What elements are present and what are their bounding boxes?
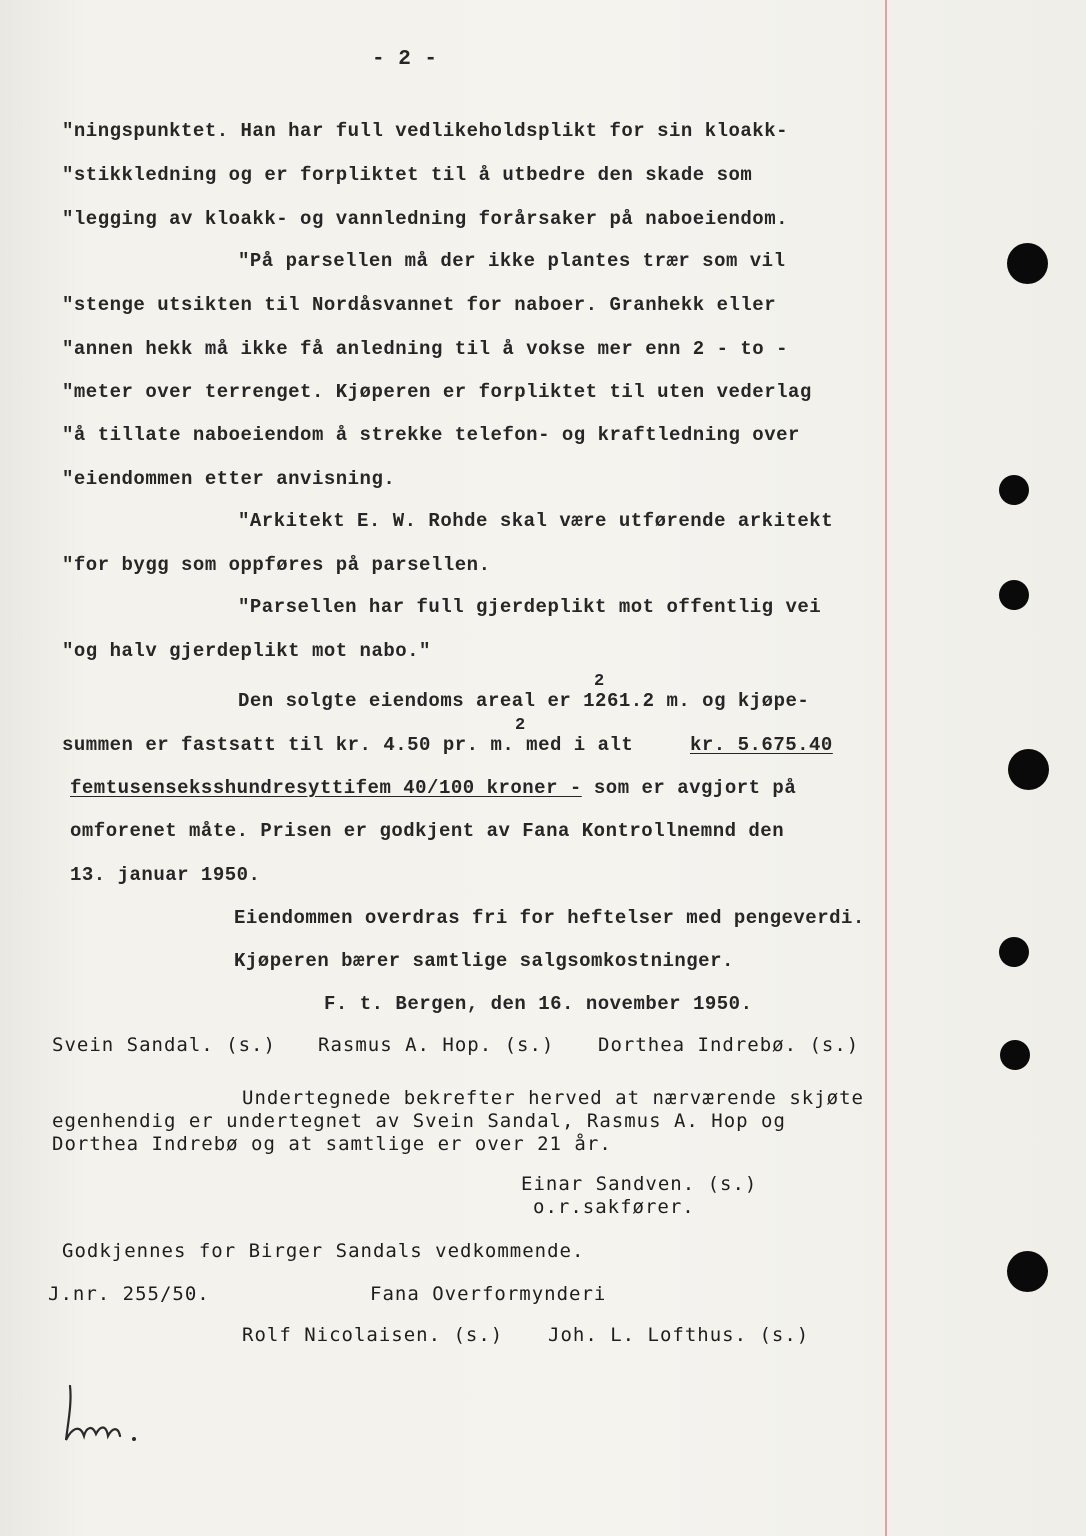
text-line: "for bygg som oppføres på parsellen. <box>62 554 491 576</box>
text-line: Kjøperen bærer samtlige salgsomkostninger. <box>234 950 734 972</box>
text-line: "Arkitekt E. W. Rohde skal være utførende arkitekt <box>238 510 834 532</box>
punch-hole <box>999 475 1029 505</box>
text-line: "legging av kloakk- og vannledning forårsaker på naboeiendom. <box>62 208 789 230</box>
text-line: Den solgte eiendoms areal er 1261.2 m. og kjøpe- <box>238 690 810 712</box>
signature-seller-3: Dorthea Indrebø. (s.) <box>598 1034 860 1056</box>
signature-official-1: Rolf Nicolaisen. (s.) <box>242 1324 504 1346</box>
text-line: "å tillate naboeiendom å strekke telefon- og kraftledning over <box>62 424 800 446</box>
place-date: F. t. Bergen, den 16. november 1950. <box>324 993 753 1015</box>
punch-hole <box>1000 1040 1030 1070</box>
page-number: - 2 - <box>372 48 438 71</box>
approval-line: Godkjennes for Birger Sandals vedkommende. <box>62 1240 585 1262</box>
text-line: "Parsellen har full gjerdeplikt mot offentlig vei <box>238 596 822 618</box>
price-in-words: femtusenseksshundresyttifem 40/100 kroner - <box>70 777 582 799</box>
signature-seller-1: Svein Sandal. (s.) <box>52 1034 276 1056</box>
punch-hole <box>1007 243 1048 284</box>
superscript: 2 <box>515 716 526 735</box>
punch-hole <box>1007 1251 1048 1292</box>
text-line: som er avgjort på <box>582 777 797 799</box>
text-line: "På parsellen må der ikke plantes trær som vil <box>238 250 786 272</box>
text-line: omforenet måte. Prisen er godkjent av Fana Kontrollnemnd den <box>70 820 785 842</box>
lawyer-title: o.r.sakfører. <box>533 1196 695 1218</box>
text-line: 13. januar 1950. <box>70 864 261 886</box>
superscript: 2 <box>594 672 605 691</box>
punch-hole <box>999 937 1029 967</box>
text-line: "meter over terrenget. Kjøperen er forpliktet til uten vederlag <box>62 381 812 403</box>
punch-hole <box>1008 749 1049 790</box>
text-line: "eiendommen etter anvisning. <box>62 468 396 490</box>
journal-number: J.nr. 255/50. <box>48 1283 210 1305</box>
text-line: "og halv gjerdeplikt mot nabo." <box>62 640 431 662</box>
signature-seller-2: Rasmus A. Hop. (s.) <box>318 1034 555 1056</box>
certification-line: Undertegnede bekrefter herved at nærværende skjøte <box>242 1087 864 1109</box>
margin-rule <box>885 0 887 1536</box>
lawyer-name: Einar Sandven. (s.) <box>521 1173 758 1195</box>
price-amount: kr. 5.675.40 <box>690 734 833 756</box>
text-line: "stenge utsikten til Nordåsvannet for naboer. Granhekk eller <box>62 294 777 316</box>
text-line: "annen hekk må ikke få anledning til å vokse mer enn 2 - to - <box>62 338 789 360</box>
text-line: Eiendommen overdras fri for heftelser med pengeverdi. <box>234 907 865 929</box>
text-line: summen er fastsatt til kr. 4.50 pr. m. med i alt <box>62 734 634 756</box>
certification-line: egenhendig er undertegnet av Svein Sandal, Rasmus A. Hop og <box>52 1110 786 1132</box>
text-line: "ningspunktet. Han har full vedlikeholdsplikt for sin kloakk- <box>62 120 789 142</box>
certification-line: Dorthea Indrebø og at samtlige er over 21 år. <box>52 1133 612 1155</box>
authority-name: Fana Overformynderi <box>370 1283 607 1305</box>
punch-hole <box>999 580 1029 610</box>
signature-official-2: Joh. L. Lofthus. (s.) <box>548 1324 810 1346</box>
text-line: "stikkledning og er forpliktet til å utbedre den skade som <box>62 164 753 186</box>
handwritten-initials <box>60 1378 144 1448</box>
